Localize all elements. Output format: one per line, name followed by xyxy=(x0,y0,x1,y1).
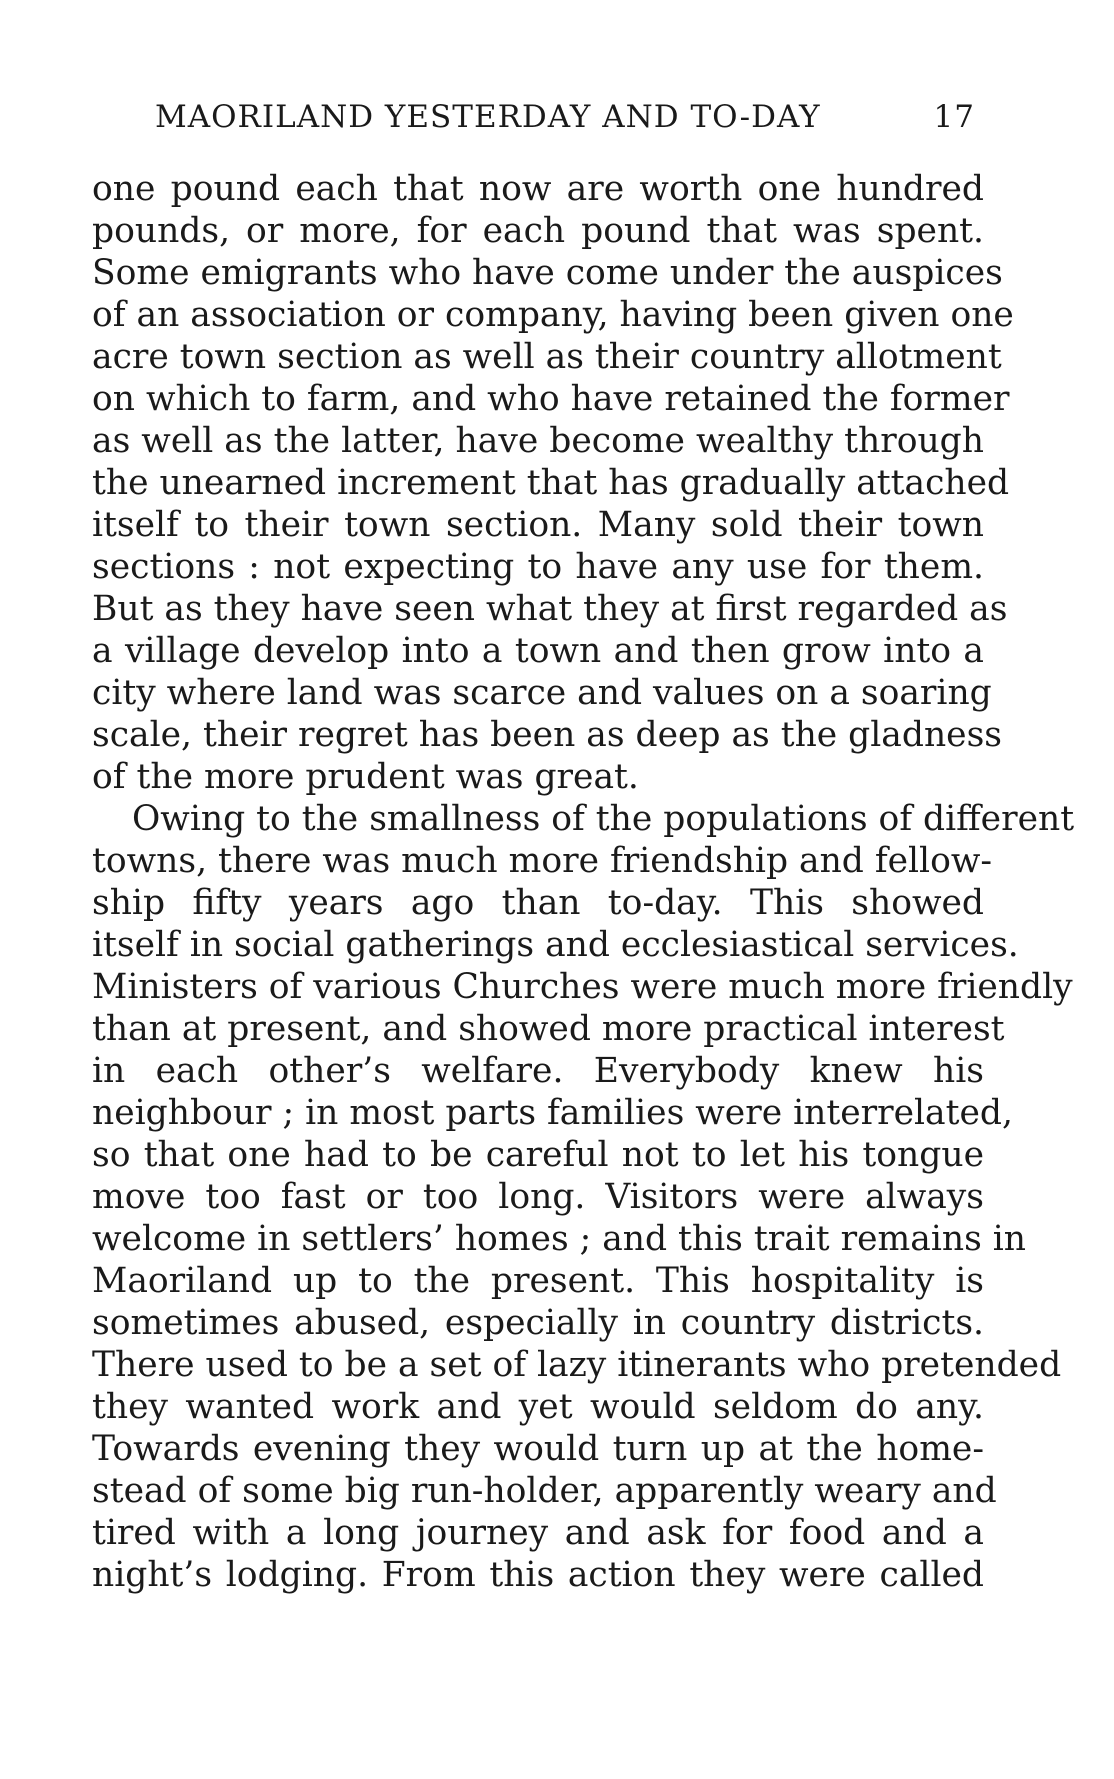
text-line: night’s lodging. From this action they were called xyxy=(92,1555,984,1595)
text-line: they wanted work and yet would seldom do any. xyxy=(92,1387,984,1427)
text-line: Towards evening they would turn up at the home- xyxy=(92,1429,984,1469)
body-text xyxy=(92,168,1075,1596)
text-line: neighbour ; in most parts families were interrelated, xyxy=(92,1093,1013,1133)
text-line: the unearned increment that has gradually attached xyxy=(92,463,1010,503)
text-line: Owing to the smallness of the populations of different xyxy=(132,799,1075,839)
running-title: MAORILAND YESTERDAY AND TO-DAY xyxy=(155,99,821,135)
text-line: so that one had to be careful not to let his tongue xyxy=(92,1135,984,1175)
text-line: scale, their regret has been as deep as the gladness xyxy=(92,715,1003,755)
text-line: stead of some big run-holder, apparently weary and xyxy=(92,1471,997,1511)
text-line: of an association or company, having been given one xyxy=(92,295,1014,335)
text-line: pounds, or more, for each pound that was spent. xyxy=(92,211,984,251)
text-line: move too fast or too long. Visitors were always xyxy=(92,1177,984,1217)
text-line: in each other’s welfare. Everybody knew his xyxy=(92,1051,984,1091)
text-line: one pound each that now are worth one hundred xyxy=(92,169,984,209)
text-line: But as they have seen what they at first regarded as xyxy=(92,589,1008,629)
text-line: welcome in settlers’ homes ; and this trait remains in xyxy=(92,1219,1026,1259)
page-number: 17 xyxy=(933,99,975,135)
text-line: Ministers of various Churches were much more friendly xyxy=(92,967,1073,1007)
text-line: than at present, and showed more practical interest xyxy=(92,1009,1005,1049)
running-head xyxy=(155,92,975,142)
text-line: itself in social gatherings and ecclesiastical services. xyxy=(92,925,1019,965)
text-line: on which to farm, and who have retained the former xyxy=(92,379,1010,419)
text-line: tired with a long journey and ask for food and a xyxy=(92,1513,984,1553)
text-line: ship fifty years ago than to-day. This showed xyxy=(92,883,984,923)
text-line: Some emigrants who have come under the auspices xyxy=(92,253,1003,293)
text-line: as well as the latter, have become wealthy through xyxy=(92,421,984,461)
text-line: Maoriland up to the present. This hospitality is xyxy=(92,1261,984,1301)
text-line: sections : not expecting to have any use for them. xyxy=(92,547,984,587)
text-line: sometimes abused, especially in country districts. xyxy=(92,1303,984,1343)
text-line: itself to their town section. Many sold their town xyxy=(92,505,984,545)
paragraph-2 xyxy=(92,798,1075,1596)
paragraph-1 xyxy=(92,168,1014,798)
text-line: of the more prudent was great. xyxy=(92,757,639,797)
text-line: acre town section as well as their country allotment xyxy=(92,337,1002,377)
text-line: a village develop into a town and then grow into a xyxy=(92,631,984,671)
text-line: city where land was scarce and values on a soaring xyxy=(92,673,992,713)
text-line: towns, there was much more friendship and fellow- xyxy=(92,841,993,881)
text-line: There used to be a set of lazy itinerants who pretended xyxy=(92,1345,1062,1385)
